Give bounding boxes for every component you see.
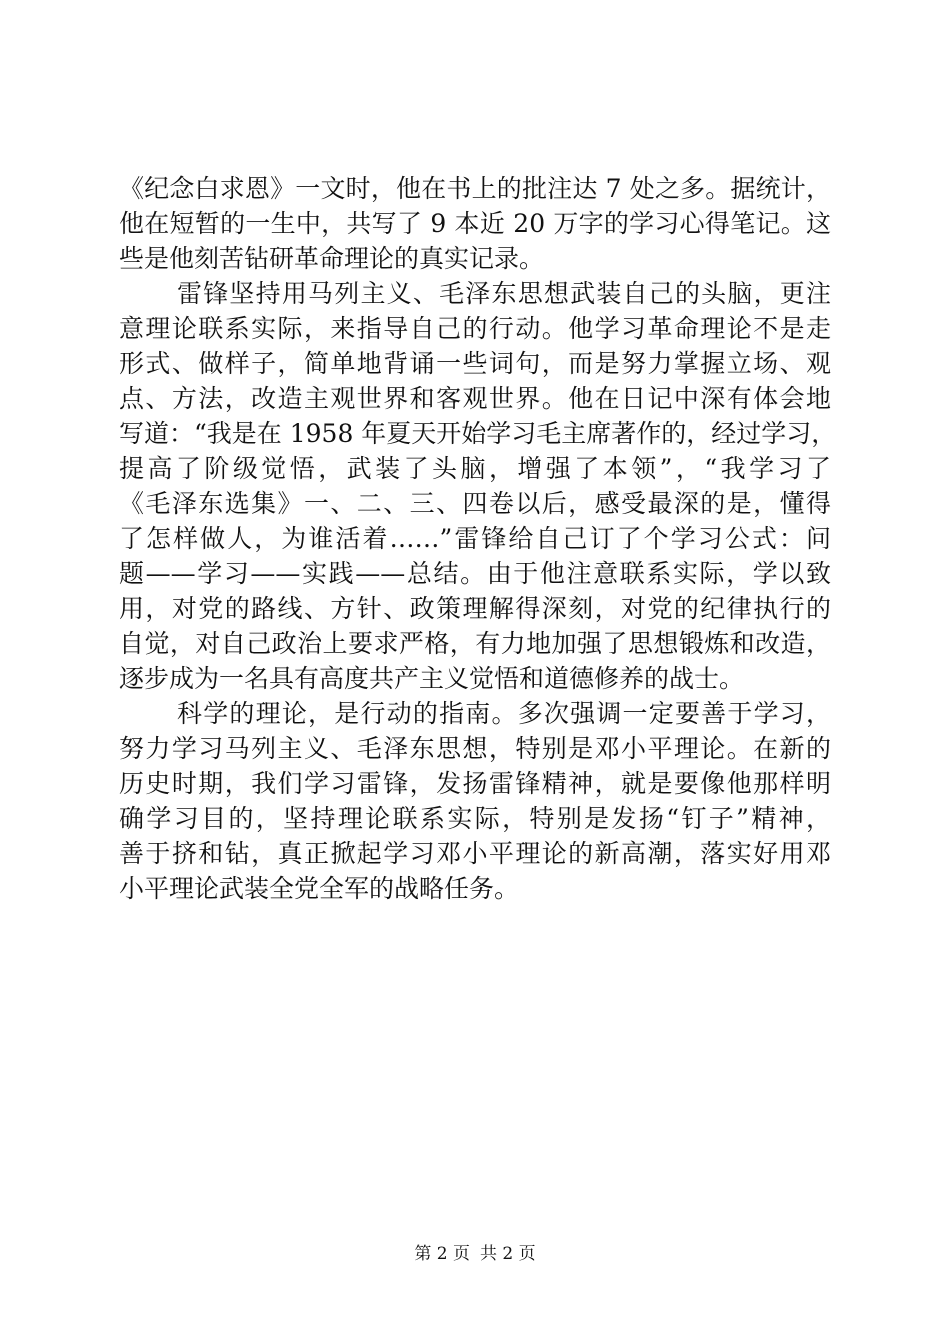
text-line: 确学习目的，坚持理论联系实际，特别是发扬“钉子”精神， <box>119 804 831 833</box>
page-number: 第 2 页 <box>414 1244 470 1264</box>
text-line: 逐步成为一名具有高度共产主义觉悟和道德修养的战士。 <box>119 664 745 693</box>
text-line: 小平理论武装全党全军的战略任务。 <box>119 874 520 903</box>
text-line: 他在短暂的一生中，共写了 9 本近 20 万字的学习心得笔记。这 <box>119 209 831 238</box>
page-total: 共 2 页 <box>480 1244 536 1264</box>
text-line: 科学的理论，是行动的指南。多次强调一定要善于学习， <box>177 699 831 728</box>
text-line: 努力学习马列主义、毛泽东思想，特别是邓小平理论。在新的 <box>119 734 831 763</box>
text-line: 提高了阶级觉悟，武装了头脑，增强了本领”，“我学习了 <box>119 454 831 483</box>
text-line: 《纪念白求恩》一文时，他在书上的批注达 7 处之多。据统计， <box>119 174 831 203</box>
text-line: 了怎样做人，为谁活着……”雷锋给自己订了个学习公式：问 <box>119 524 831 553</box>
text-line: 些是他刻苦钻研革命理论的真实记录。 <box>119 244 545 273</box>
page-footer <box>0 1242 950 1266</box>
text-line: 点、方法，改造主观世界和客观世界。他在日记中深有体会地 <box>119 384 831 413</box>
text-line: 用，对党的路线、方针、政策理解得深刻，对党的纪律执行的 <box>119 594 831 623</box>
text-line: 善于挤和钻，真正掀起学习邓小平理论的新高潮，落实好用邓 <box>119 839 831 868</box>
text-line: 自觉，对自己政治上要求严格，有力地加强了思想锻炼和改造， <box>119 629 831 658</box>
text-line: 雷锋坚持用马列主义、毛泽东思想武装自己的头脑，更注 <box>177 279 831 308</box>
text-line: 意理论联系实际，来指导自己的行动。他学习革命理论不是走 <box>119 314 831 343</box>
text-line: 题——学习——实践——总结。由于他注意联系实际，学以致 <box>119 559 831 588</box>
text-line: 历史时期，我们学习雷锋，发扬雷锋精神，就是要像他那样明 <box>119 769 831 798</box>
document-body <box>119 171 837 906</box>
text-line: 写道：“我是在 1958 年夏天开始学习毛主席著作的，经过学习， <box>119 419 837 448</box>
text-line: 《毛泽东选集》一、二、三、四卷以后，感受最深的是，懂得 <box>119 489 831 518</box>
text-line: 形式、做样子，简单地背诵一些词句，而是努力掌握立场、观 <box>119 349 831 378</box>
